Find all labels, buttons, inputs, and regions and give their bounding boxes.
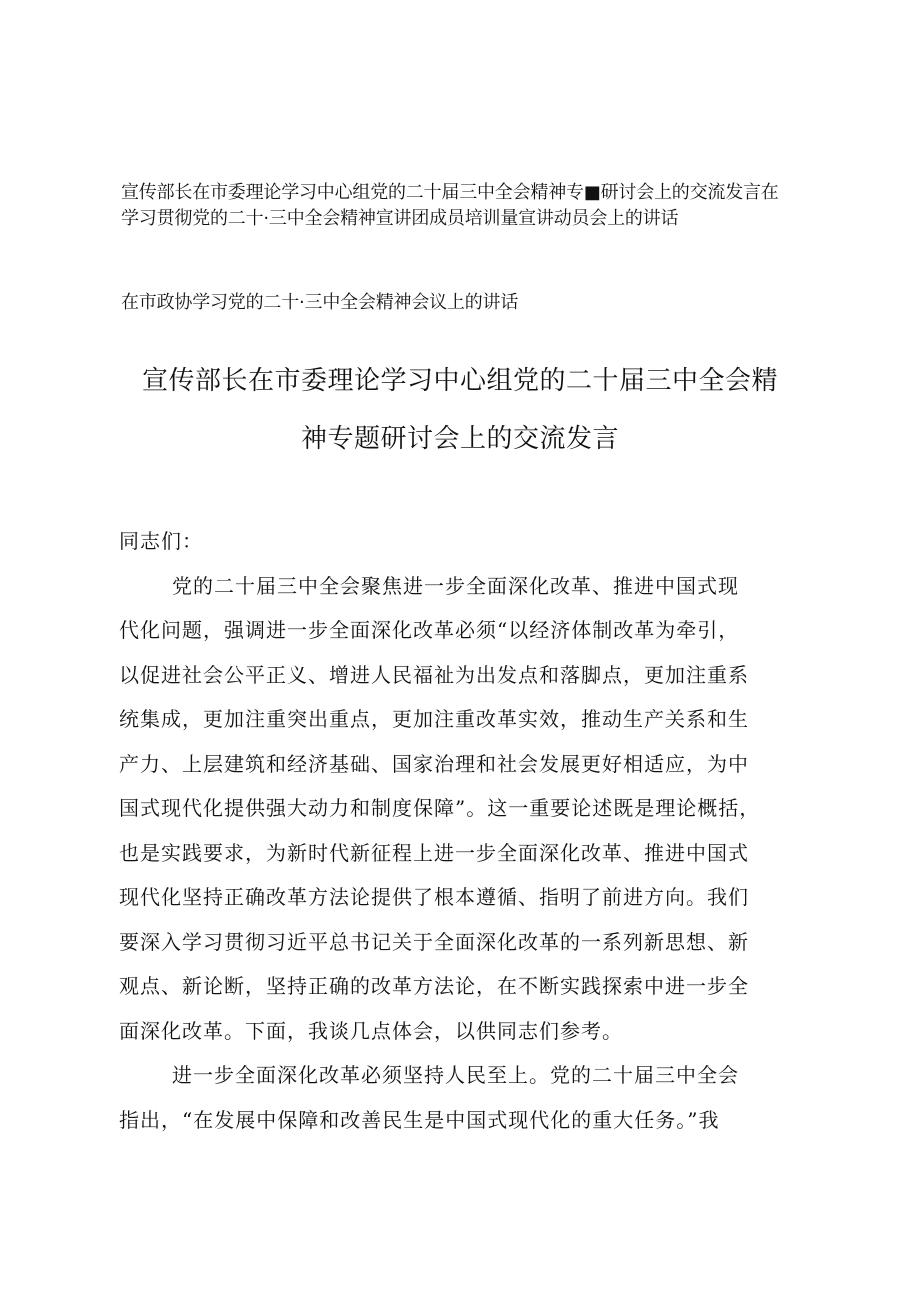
body-line: 面深化改革。下面，我谈几点体会，以供同志们参考。 [119,1018,623,1043]
toc-item-1[interactable]: 宣传部长在市委理论学习中心组党的二十届三中全会精神专■研讨会上的交流发言在 [121,182,779,203]
title-line-2: 神专题研讨会上的交流发言 [300,424,619,454]
body-line: 代化问题，强调进一步全面深化改革必须“以经济体制改革为牵引， [119,618,740,642]
toc-item-2[interactable]: 学习贯彻党的二十·三中全会精神宣讲团成员培训量宣讲动员会上的讲话 [121,208,679,229]
toc-item-3[interactable]: 在市政协学习党的二十·三中全会精神会议上的讲话 [121,292,519,313]
body-line: 进一步全面深化改革必须坚持人民至上。党的二十届三中全会 [172,1063,739,1087]
body-line: 现代化坚持正确改革方法论提供了根本遵循、指明了前进方向。我们 [119,885,749,909]
body-line: 以促进社会公平正义、增进人民福祉为出发点和落脚点，更加注重系 [119,662,749,687]
body-line: 也是实践要求，为新时代新征程上进一步全面深化改革、推进中国式 [119,840,749,865]
body-line: 国式现代化提供强大动力和制度保障”。这一重要论述既是理论概括， [119,796,761,820]
body-line: 党的二十届三中全会聚焦进一步全面深化改革、推进中国式现 [172,573,739,598]
document-body [119,519,819,1142]
body-line: 统集成，更加注重突出重点，更加注重改革实效，推动生产关系和生 [119,707,749,731]
document-title [110,352,810,468]
salutation: 同志们： [119,529,203,553]
body-line: 指出，“在发展中保障和改善民生是中国式现代化的重大任务。”我 [119,1107,720,1132]
body-line: 产力、上层建筑和经济基础、国家治理和社会发展更好相适应，为中 [119,751,749,776]
body-line: 要深入学习贯彻习近平总书记关于全面深化改革的一系列新思想、新 [119,929,749,954]
title-line-1: 宣传部长在市委理论学习中心组党的二十届三中全会精 [141,366,778,396]
body-line: 观点、新论断，坚持正确的改革方法论，在不断实践探索中进一步全 [119,974,749,998]
table-of-contents [121,180,821,316]
